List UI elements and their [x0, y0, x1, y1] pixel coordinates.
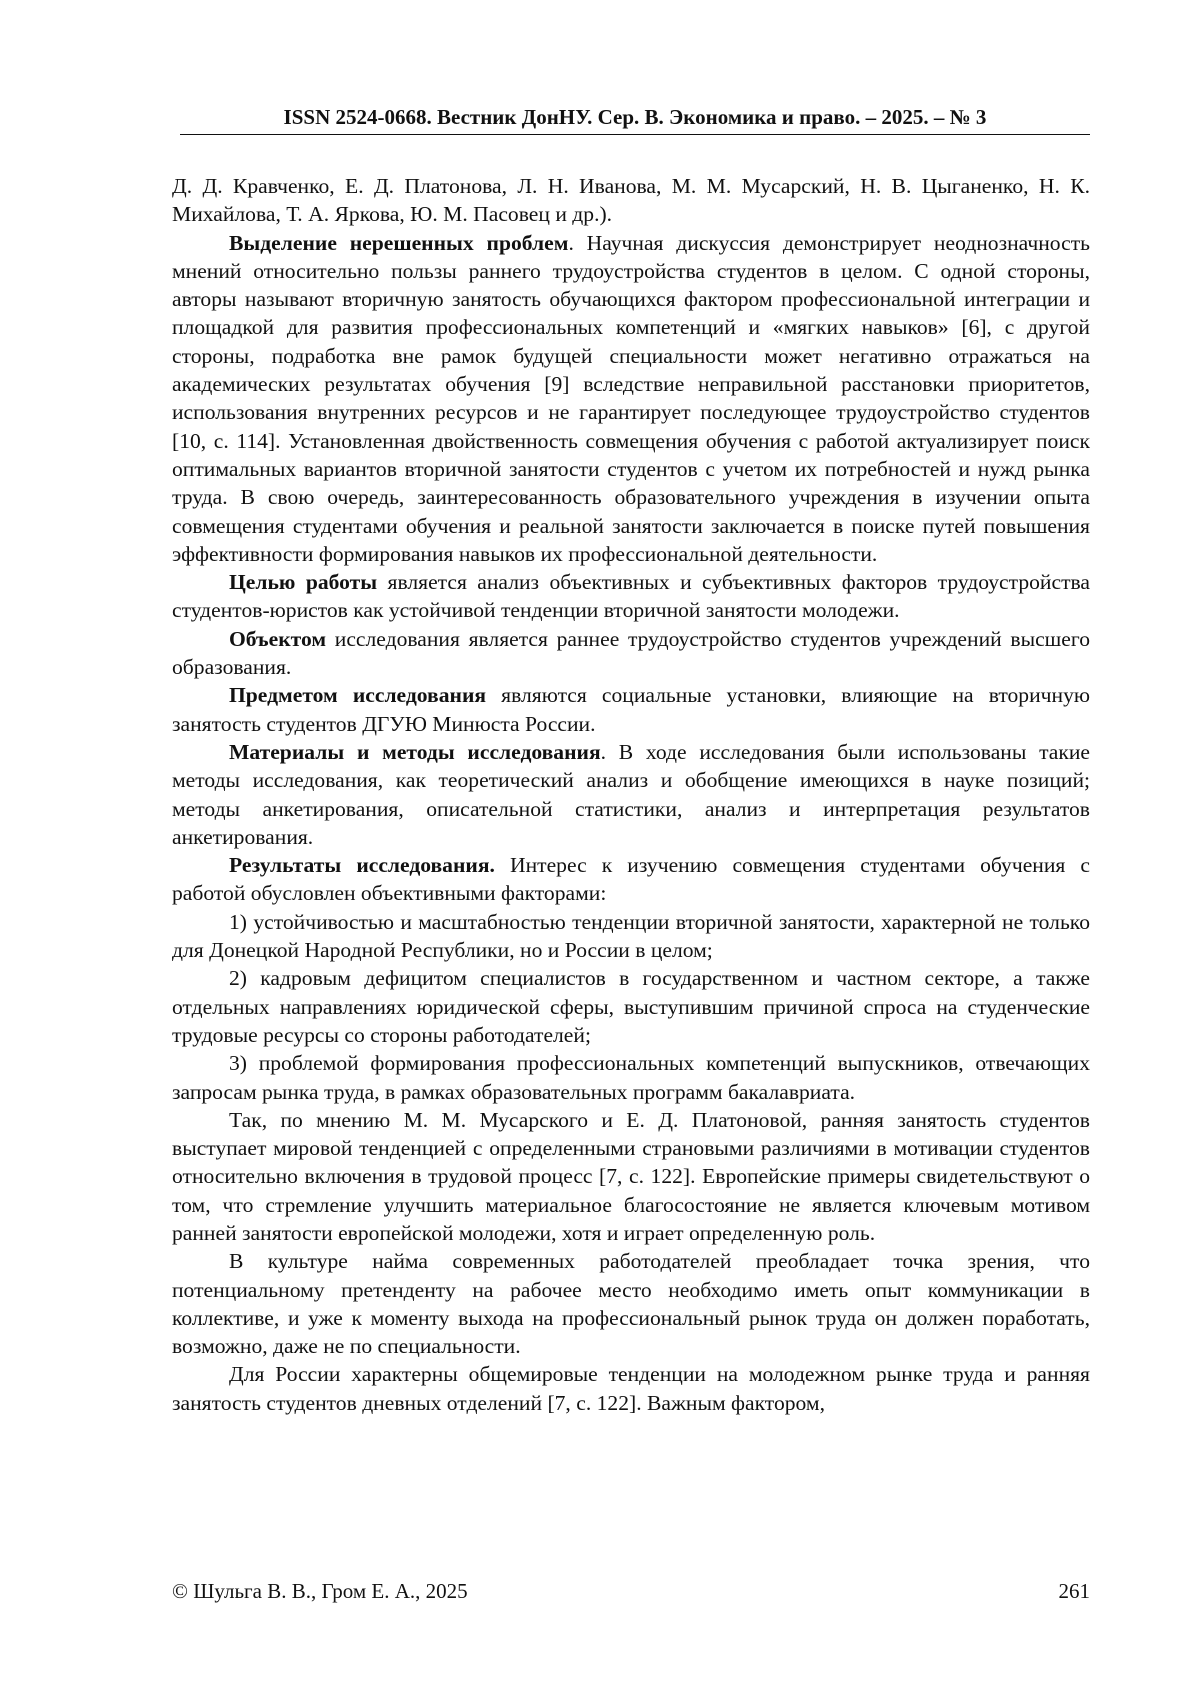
paragraph-hiring-culture: В культуре найма современных работодателей преобладает точка зрения, что потенциальному претенденту на рабочее место необходимо иметь опыт коммуникации в коллективе, и уже к моменту выхода на профессиональный рынок труда он должен поработать, возможно, даже не по специальности. — [172, 1249, 1090, 1359]
paragraph-lead: Выделение нерешенных проблем — [229, 230, 569, 255]
list-item-factor-3: 3) проблемой формирования профессиональных компетенций выпускников, отвечающих запросам рынка труда, в рамках образовательных программ бакалавриата. — [172, 1051, 1090, 1104]
running-header: ISSN 2524-0668. Вестник ДонНУ. Сер. В. Экономика и право. – 2025. – № 3 — [283, 105, 987, 129]
article-body — [172, 172, 1090, 1417]
paragraph-lead: Результаты исследования. — [229, 853, 495, 878]
paragraph-object: Объектом исследования является раннее трудоустройство студентов учреждений высшего образования. — [172, 626, 1090, 680]
list-item-factor-1: 1) устойчивостью и масштабностью тенденции вторичной занятости, характерной не только для Донецкой Народной Республики, но и России в целом; — [172, 909, 1090, 963]
header-divider — [180, 134, 1090, 135]
paragraph-lead: Объектом — [229, 626, 327, 651]
paragraph-musarsky-platonova: Так, по мнению М. М. Мусарского и Е. Д. Платоновой, ранняя занятость студентов выступает мировой тенденцией с определенными страновыми различиями в мотивации студентов относительно включения в трудовой процесс [7, с. 122]. Европейские примеры свидетельствуют о том, что стремление улучшить материальное благосостояние не является ключевым мотивом ранней занятости европейской молодежи, хотя и играет определенную роль. — [172, 1107, 1090, 1245]
paragraph-methods: Материалы и методы исследования. В ходе исследования были использованы такие методы исследования, как теоретический анализ и обобщение имеющихся в науке позиций; методы анкетирования, описательной статистики, анализ и интерпретация результатов анкетирования. — [172, 739, 1090, 849]
page-number: 261 — [1058, 1579, 1090, 1603]
paragraph-results: Результаты исследования. Интерес к изучению совмещения студентами обучения с работой обусловлен объективными факторами: — [172, 853, 1090, 906]
paragraph-lead: Предметом исследования — [229, 683, 487, 708]
list-item-factor-2: 2) кадровым дефицитом специалистов в государственном и частном секторе, а также отдельных направлениях юридической сферы, выступившим причиной спроса на студенческие трудовые ресурсы со стороны работодателей; — [172, 966, 1090, 1047]
paragraph-authors-continuation: Д. Д. Кравченко, Е. Д. Платонова, Л. Н. Иванова, М. М. Мусарский, Н. В. Цыганенко, Н. К. Михайлова, Т. А. Яркова, Ю. М. Пасовец и др.). — [172, 174, 1090, 227]
paragraph-lead: Целью работы — [229, 570, 378, 595]
paragraph-goal: Целью работы является анализ объективных и субъективных факторов трудоустройства студентов-юристов как устойчивой тенденции вторичной занятости молодежи. — [172, 570, 1090, 623]
paragraph-russia-trends: Для России характерны общемировые тенденции на молодежном рынке труда и ранняя занятость студентов дневных отделений [7, с. 122]. Важным фактором, — [172, 1362, 1090, 1415]
footer-copyright: © Шульга В. В., Гром Е. А., 2025 — [172, 1579, 468, 1603]
paragraph-unsolved-problems: Выделение нерешенных проблем. Научная дискуссия демонстрирует неоднозначность мнений относительно пользы раннего трудоустройства студентов в целом. С одной стороны, авторы называют вторичную занятость обучающихся фактором профессиональной интеграции и площадкой для развития профессиональных компетенций и «мягких навыков» [6], с другой стороны, подработка вне рамок будущей специальности может негативно отражаться на академических результатах обучения [9] вследствие неправильной расстановки приоритетов, использования внутренних ресурсов и не гарантирует последующее трудоустройство студентов [10, с. 114]. Установленная двойственность совмещения обучения с работой актуализирует поиск оптимальных вариантов вторичной занятости студентов с учетом их потребностей и нужд рынка труда. В свою очередь, заинтересованность образовательного учреждения в изучении опыта совмещения студентами обучения и реальной занятости заключается в поиске путей повышения эффективности формирования навыков их профессиональной деятельности. — [172, 230, 1091, 566]
paragraph-subject: Предметом исследования являются социальные установки, влияющие на вторичную занятость студентов ДГУЮ Минюста России. — [172, 683, 1090, 736]
paragraph-lead: Материалы и методы исследования — [229, 739, 601, 764]
